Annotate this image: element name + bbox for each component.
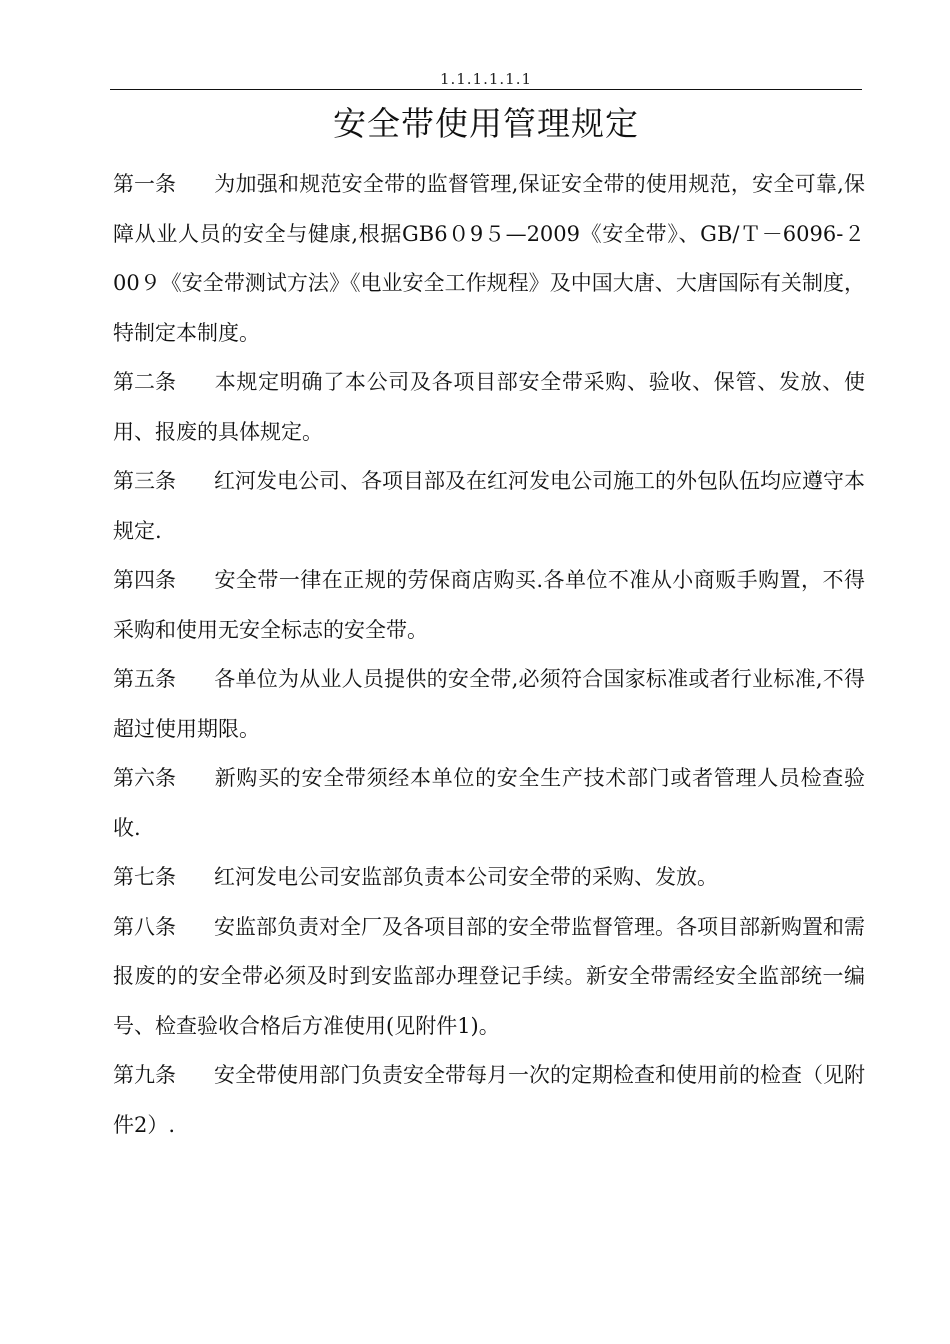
article-text: 红河发电公司、各项目部及在红河发电公司施工的外包队伍均应遵守本规定. [113, 469, 865, 543]
article-label: 第四条 [113, 568, 176, 592]
article-5 [113, 655, 865, 754]
article-text: 各单位为从业人员提供的安全带,必须符合国家标准或者行业标准,不得超过使用期限。 [113, 667, 865, 741]
article-label: 第二条 [113, 370, 176, 394]
article-label: 第一条 [113, 172, 176, 196]
article-1 [113, 160, 865, 358]
article-text: 新购买的安全带须经本单位的安全生产技术部门或者管理人员检查验收. [113, 766, 865, 840]
article-label: 第九条 [113, 1063, 176, 1087]
article-3 [113, 457, 865, 556]
article-label: 第五条 [113, 667, 176, 691]
article-text: 安全带使用部门负责安全带每月一次的定期检查和使用前的检查（见附件2）. [113, 1063, 865, 1137]
header-number: 1.1.1.1.1.1 [439, 70, 533, 88]
article-label: 第八条 [113, 914, 176, 939]
article-text: 安监部负责对全厂及各项目部的安全带监督管理。各项目部新购置和需报废的的安全带必须及时到安监部办理登记手续。新安全带需经安全监部统一编号、检查验收合格后方准使用(见附件1)。 [113, 914, 865, 1038]
article-7 [113, 853, 865, 903]
article-label: 第六条 [113, 766, 176, 790]
article-text: 本规定明确了本公司及各项目部安全带采购、验收、保管、发放、使用、报废的具体规定。 [113, 370, 865, 444]
article-text: 为加强和规范安全带的监督管理,保证安全带的使用规范，安全可靠,保障从业人员的安全与健康,根据GB6０9５—2009《安全带》、GB/Ｔ－6096-２00９《安全带测试方法》《电业安全工作规程》及中国大唐、大唐国际有关制度，特制定本制度。 [113, 172, 865, 345]
article-4 [113, 556, 865, 655]
header-divider [110, 89, 862, 90]
article-label: 第三条 [113, 469, 176, 493]
article-6 [113, 754, 865, 853]
article-text: 安全带一律在正规的劳保商店购买.各单位不准从小商贩手购置，不得采购和使用无安全标志的安全带。 [113, 568, 865, 642]
document-title: 安全带使用管理规定 [333, 104, 639, 143]
article-2 [113, 358, 865, 457]
article-text: 红河发电公司安监部负责本公司安全带的采购、发放。 [214, 865, 718, 889]
article-8 [113, 903, 865, 1052]
document-body [113, 160, 865, 1150]
article-9 [113, 1051, 865, 1150]
article-label: 第七条 [113, 865, 176, 889]
